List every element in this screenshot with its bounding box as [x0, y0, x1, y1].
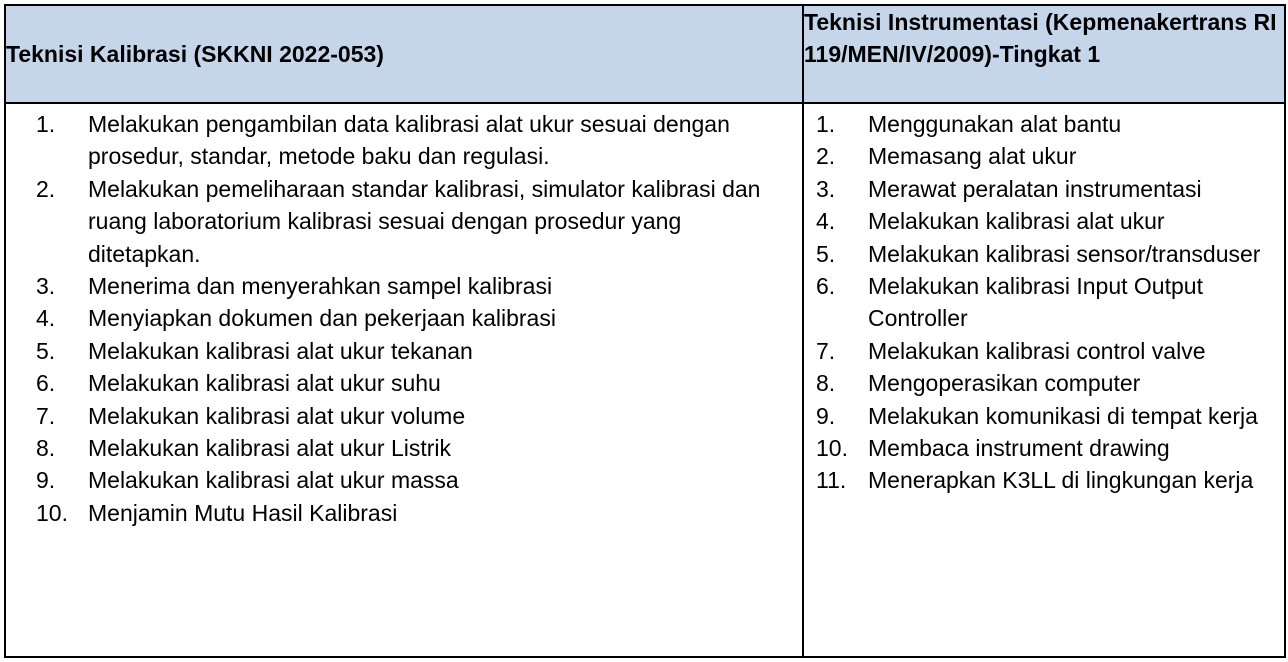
list-item — [804, 432, 1284, 464]
list-item-text: Melakukan kalibrasi sensor/transduser — [868, 240, 1261, 267]
list-item-number: 3. — [36, 273, 56, 300]
list-item — [6, 108, 802, 173]
list-item-number: 1. — [36, 111, 56, 137]
list-item-text: Menggunakan alat bantu — [868, 111, 1122, 137]
list-item-text: Melakukan kalibrasi alat ukur tekanan — [88, 337, 473, 364]
list-item — [804, 205, 1284, 237]
list-item-text: Merawat peralatan instrumentasi — [868, 175, 1202, 202]
list-item-number: 2. — [816, 143, 836, 170]
list-item-text: Mengoperasikan computer — [868, 370, 1141, 397]
list-item-text: Menjamin Mutu Hasil Kalibrasi — [88, 499, 398, 526]
list-item — [804, 464, 1284, 496]
body-row — [5, 103, 1285, 657]
list-item — [804, 173, 1284, 205]
list-item-text: Melakukan kalibrasi control valve — [868, 337, 1206, 364]
list-item-number: 9. — [36, 467, 56, 494]
list-item — [804, 238, 1284, 270]
list-item-text: Melakukan pengambilan data kalibrasi alat ukur sesuai dengan prosedur, standar, metode baku dan regulasi. — [88, 111, 730, 170]
list-item-text: Melakukan kalibrasi alat ukur suhu — [88, 370, 441, 397]
list-item — [6, 173, 802, 270]
list-item — [804, 270, 1284, 335]
list-item-text: Melakukan kalibrasi alat ukur massa — [88, 467, 459, 494]
list-item — [6, 270, 802, 302]
list-item — [6, 302, 802, 334]
list-item-text: Menyiapkan dokumen dan pekerjaan kalibrasi — [88, 305, 556, 332]
list-item — [6, 464, 802, 496]
right-column-header: Teknisi Instrumentasi (Kepmenakertrans RI 119/MEN/IV/2009)-Tingkat 1 — [803, 5, 1285, 103]
header-row — [5, 5, 1285, 103]
list-item-number: 11. — [816, 467, 847, 494]
list-item-number: 7. — [816, 337, 836, 364]
right-competency-list — [804, 104, 1284, 497]
list-item-text: Melakukan kalibrasi Input Output Controller — [868, 273, 1203, 332]
list-item — [804, 108, 1284, 140]
list-item — [804, 367, 1284, 399]
list-item — [6, 497, 802, 529]
list-item-text: Memasang alat ukur — [868, 143, 1077, 170]
list-item-text: Melakukan kalibrasi alat ukur volume — [88, 402, 466, 429]
list-item-text: Melakukan kalibrasi alat ukur — [868, 208, 1165, 235]
left-column-cell — [5, 103, 803, 657]
list-item-number: 6. — [36, 370, 56, 397]
list-item — [6, 335, 802, 367]
list-item-number: 10. — [36, 499, 68, 526]
list-item-number: 9. — [816, 402, 836, 429]
list-item — [6, 400, 802, 432]
list-item-number: 5. — [816, 240, 836, 267]
list-item-number: 8. — [816, 370, 836, 397]
list-item-number: 6. — [816, 273, 836, 300]
list-item-number: 8. — [36, 435, 56, 462]
competency-table — [4, 4, 1286, 658]
list-item-text: Menerima dan menyerahkan sampel kalibrasi — [88, 273, 553, 300]
list-item-number: 4. — [816, 208, 836, 235]
list-item — [804, 400, 1284, 432]
list-item-text: Melakukan kalibrasi alat ukur Listrik — [88, 435, 452, 462]
list-item — [6, 432, 802, 464]
list-item-number: 2. — [36, 175, 56, 202]
list-item-number: 4. — [36, 305, 56, 332]
list-item-text: Melakukan pemeliharaan standar kalibrasi, simulator kalibrasi dan ruang laboratorium kalibrasi sesuai dengan prosedur yang ditetapkan. — [88, 175, 761, 267]
list-item — [6, 367, 802, 399]
left-column-header: Teknisi Kalibrasi (SKKNI 2022-053) — [5, 5, 803, 103]
list-item — [804, 140, 1284, 172]
list-item — [804, 335, 1284, 367]
list-item-number: 10. — [816, 435, 848, 462]
list-item-text: Menerapkan K3LL di lingkungan kerja — [868, 467, 1254, 494]
list-item-number: 1. — [816, 111, 836, 137]
list-item-text: Melakukan komunikasi di tempat kerja — [868, 402, 1258, 429]
list-item-number: 7. — [36, 402, 56, 429]
left-competency-list — [6, 104, 802, 529]
list-item-number: 3. — [816, 175, 836, 202]
list-item-number: 5. — [36, 337, 56, 364]
list-item-text: Membaca instrument drawing — [868, 435, 1170, 462]
right-column-cell — [803, 103, 1285, 657]
